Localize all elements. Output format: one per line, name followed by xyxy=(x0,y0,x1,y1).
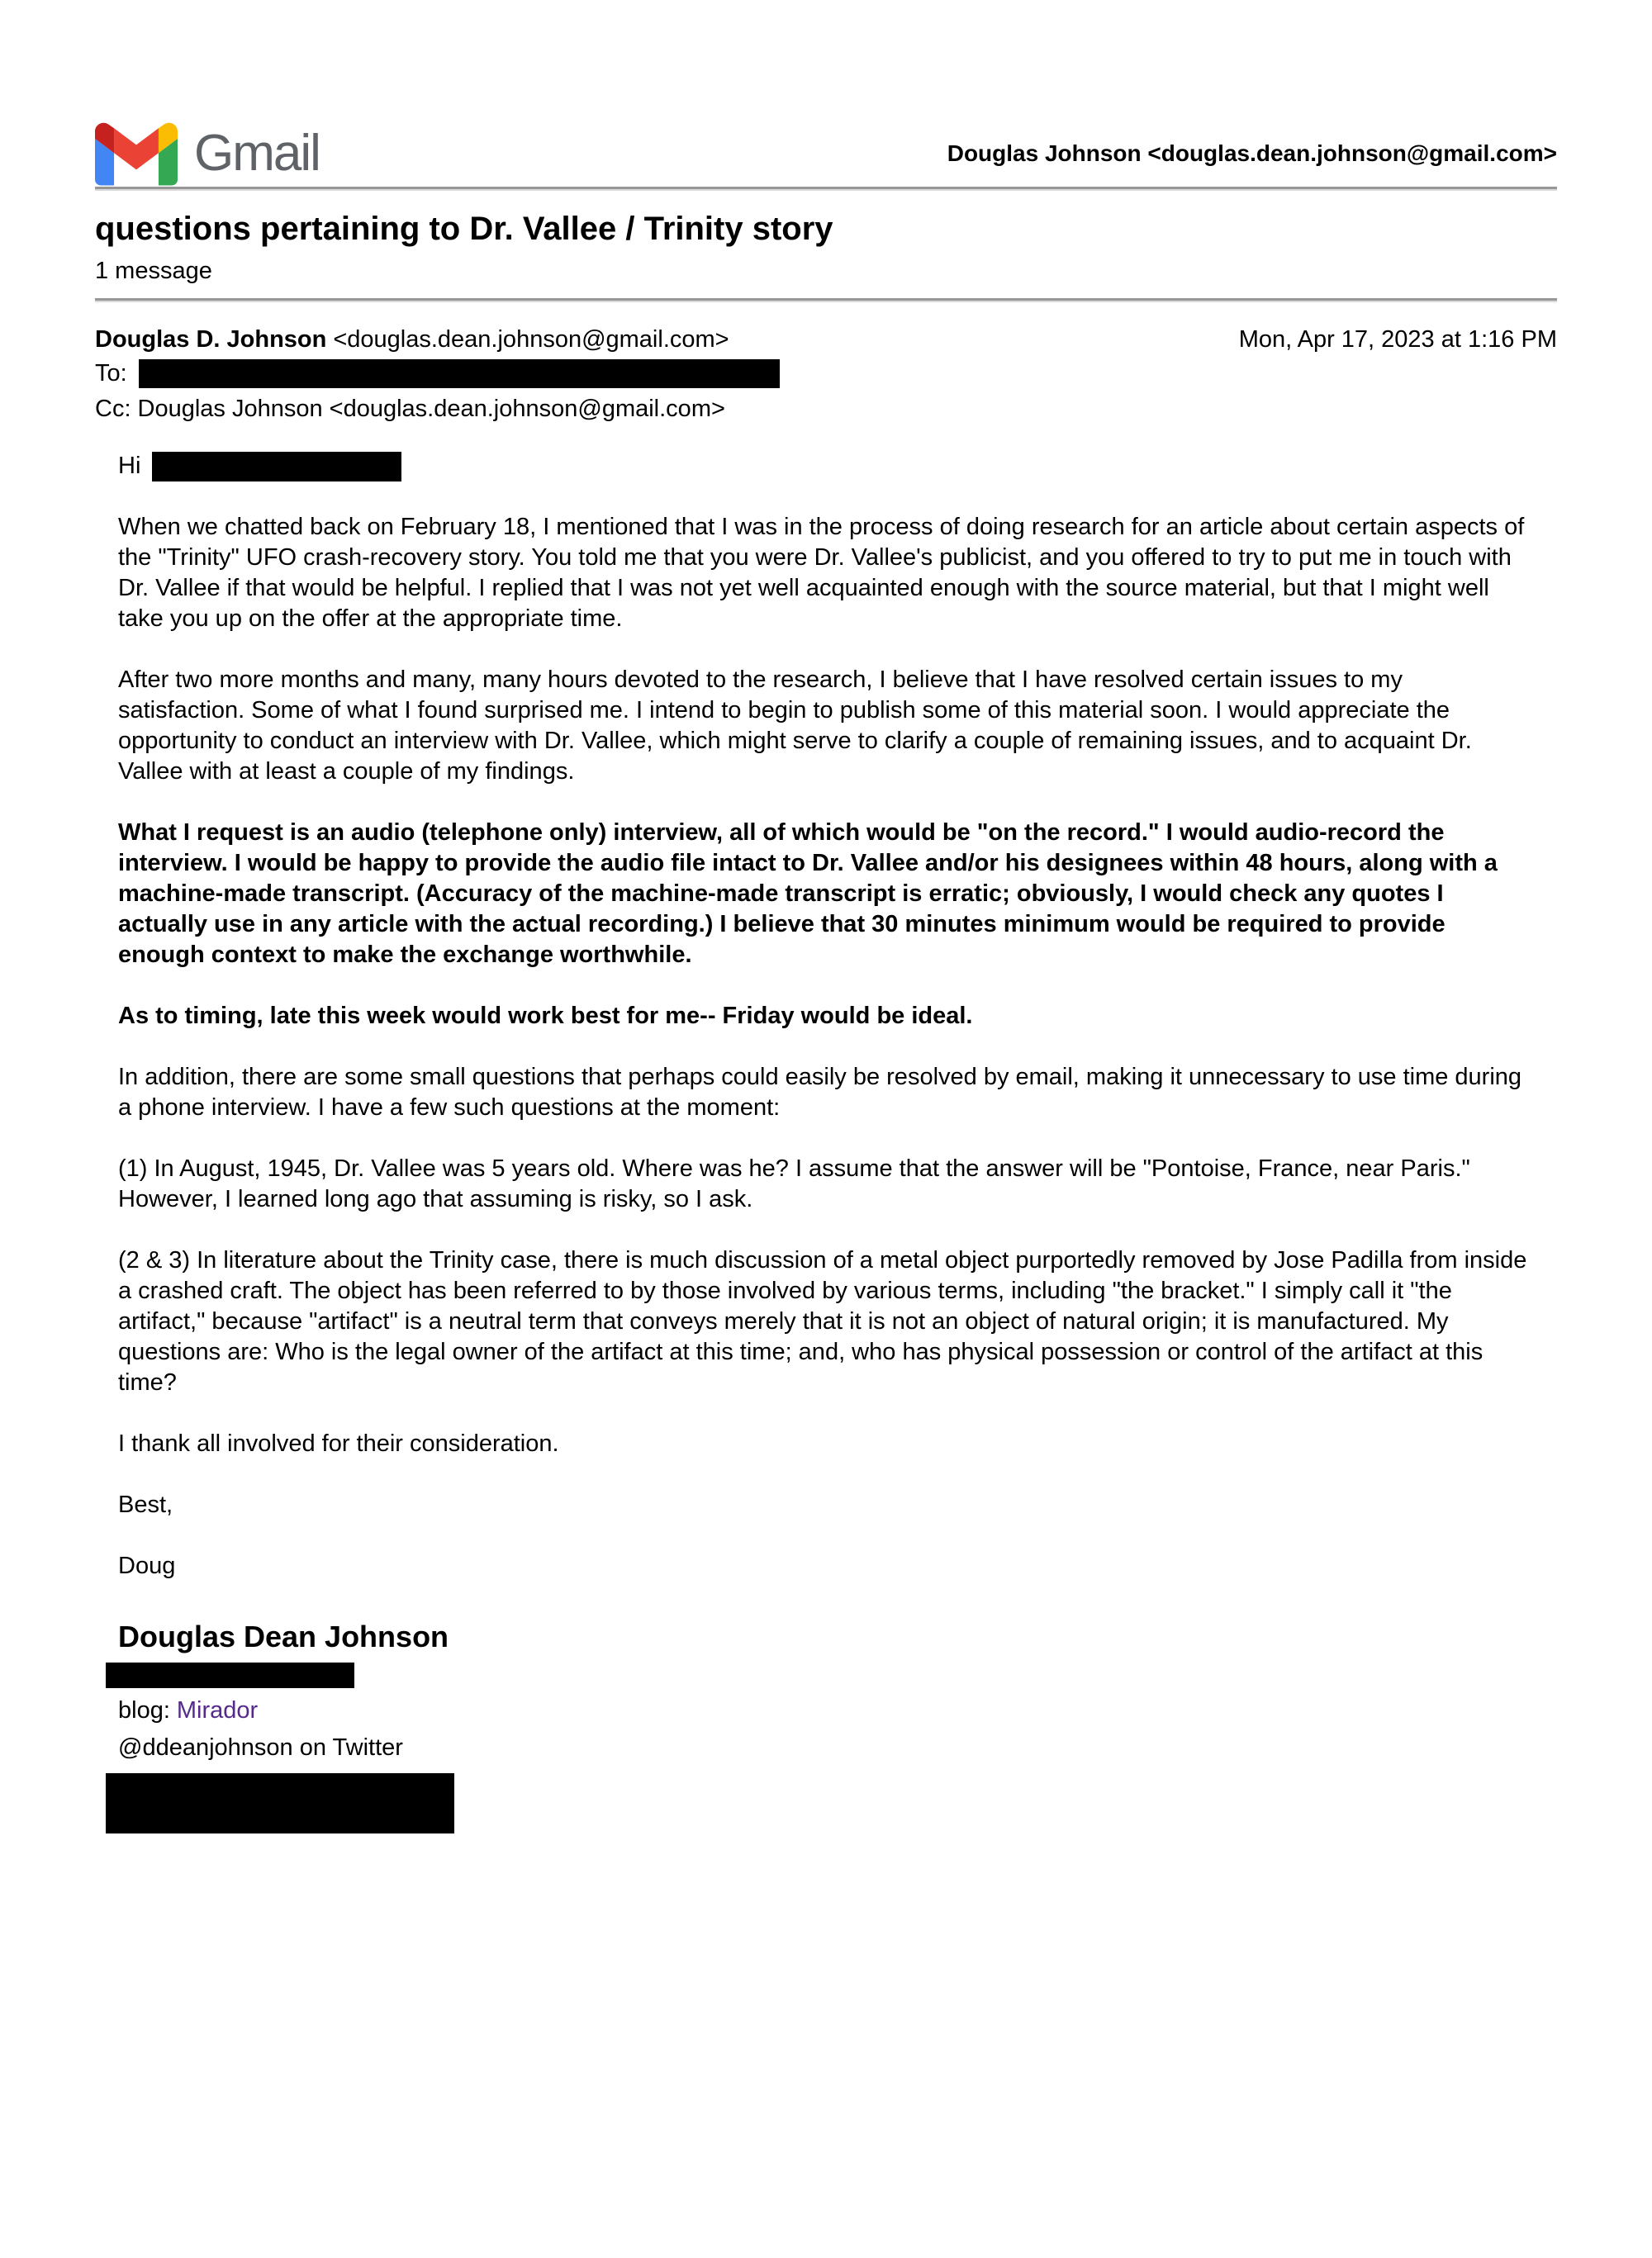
signature-name: Douglas Dean Johnson xyxy=(118,1620,449,1653)
message-meta xyxy=(95,325,1557,424)
cc-line xyxy=(95,394,1557,424)
paragraph-7-questions-2-3: (2 & 3) In literature about the Trinity case, there is much discussion of a metal object purportedly removed by Jose Padilla from inside a crashed craft. The object has been referred to by those involved by various terms, including "the bracket." I simply call it "the artifact," because "artifact" is a neutral term that conveys merely that it is not an object of natural origin; it is manufactured. My questions are: Who is the legal owner of the artifact at this time; and, who has physical possession or control of the artifact at this time? xyxy=(118,1247,1527,1396)
paragraph-3-bold: What I request is an audio (telephone only) interview, all of which would be "on the record." I would audio-record the interview. I would be happy to provide the audio file intact to Dr. Vallee and/or his designees within 48 hours, along with a machine-made transcript. (Accuracy of the machine-made transcript is erratic; obviously, I would check any quotes I actually use in any article with the actual recording.) I believe that 30 minutes minimum would be required to provide enough context to make the exchange worthwhile. xyxy=(118,819,1498,968)
email-body xyxy=(118,451,1536,1833)
cc-label: Cc: xyxy=(95,396,131,422)
redacted-signature-line xyxy=(106,1663,354,1688)
cc-value: Douglas Johnson <douglas.dean.johnson@gmail.com> xyxy=(137,396,725,422)
sender-email: <douglas.dean.johnson@gmail.com> xyxy=(333,326,729,353)
header-divider xyxy=(95,187,1557,191)
subject-divider xyxy=(95,298,1557,302)
to-label: To: xyxy=(95,360,127,387)
closing-best: Best, xyxy=(118,1492,173,1518)
paragraph-2: After two more months and many, many hours devoted to the research, I believe that I have resolved certain issues to my satisfaction. Some of what I found surprised me. I intend to begin to publish some of this material soon. I would appreciate the opportunity to conduct an interview with Dr. Vallee, which might serve to clarify a couple of remaining issues, and to acquaint Dr. Vallee with at least a couple of my findings. xyxy=(118,666,1472,785)
account-owner-email: Douglas Johnson <douglas.dean.johnson@gmail.com> xyxy=(947,140,1557,166)
to-line xyxy=(95,358,1557,388)
closing-doug: Doug xyxy=(118,1553,176,1579)
blog-label: blog: xyxy=(118,1697,170,1724)
message-count: 1 message xyxy=(95,258,212,284)
print-header xyxy=(95,121,1557,187)
gmail-wordmark: Gmail xyxy=(194,125,320,182)
sender-line xyxy=(95,325,729,354)
email-print-page xyxy=(0,121,1652,1833)
paragraph-4-bold: As to timing, late this week would work best for me-- Friday would be ideal. xyxy=(118,1003,973,1029)
email-subject-title: questions pertaining to Dr. Vallee / Trinity story xyxy=(95,211,833,247)
redacted-greeting-name xyxy=(152,452,401,481)
paragraph-6-question-1: (1) In August, 1945, Dr. Vallee was 5 years old. Where was he? I assume that the answer will be "Pontoise, France, near Paris." However, I learned long ago that assuming is risky, so I ask. xyxy=(118,1155,1470,1212)
paragraph-1: When we chatted back on February 18, I mentioned that I was in the process of doing research for an article about certain aspects of the "Trinity" UFO crash-recovery story. You told me that you were Dr. Vallee's publicist, and you offered to try to put me in touch with Dr. Vallee if that would be helpful. I replied that I was not yet well acquainted enough with the source material, but that I might well take you up on the offer at the appropriate time. xyxy=(118,514,1525,632)
twitter-line: @ddeanjohnson on Twitter xyxy=(118,1734,403,1761)
gmail-logo xyxy=(95,121,320,186)
redacted-to-recipient xyxy=(139,359,780,388)
blog-line xyxy=(118,1696,1536,1725)
paragraph-8-thanks: I thank all involved for their consideration. xyxy=(118,1430,559,1457)
greeting-text: Hi xyxy=(118,453,141,479)
gmail-m-icon xyxy=(95,121,178,186)
redacted-signature-block xyxy=(106,1773,454,1833)
message-date: Mon, Apr 17, 2023 at 1:16 PM xyxy=(1238,326,1557,353)
greeting-line xyxy=(118,451,1536,481)
paragraph-5: In addition, there are some small questions that perhaps could easily be resolved by email, making it unnecessary to use time during a phone interview. I have a few such questions at the moment: xyxy=(118,1064,1522,1121)
sender-name: Douglas D. Johnson xyxy=(95,326,327,353)
blog-link[interactable]: Mirador xyxy=(176,1697,259,1724)
